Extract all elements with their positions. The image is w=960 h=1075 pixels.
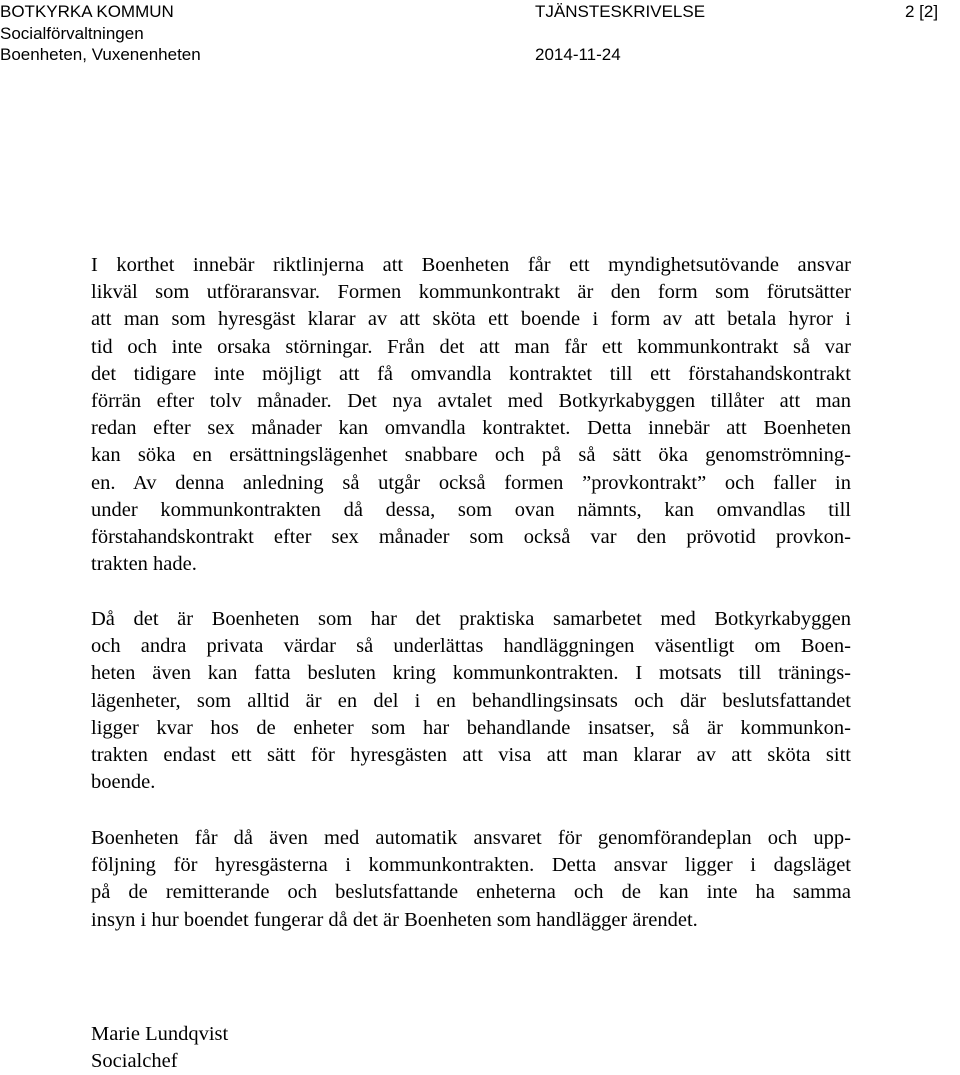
document-date: 2014-11-24 xyxy=(535,45,621,64)
paragraph-line: tid och inte orsaka störningar. Från det att man får ett kommunkontrakt så var xyxy=(91,335,851,358)
paragraph-line: insyn i hur boendet fungerar då det är Boenheten som handlägger ärendet. xyxy=(91,908,698,931)
signatory-title: Socialchef xyxy=(91,1050,178,1073)
paragraph-line: I korthet innebär riktlinjerna att Boenheten får ett myndighetsutövande ansvar xyxy=(91,254,851,276)
department-name: Socialförvaltningen xyxy=(0,24,144,43)
signatory-name: Marie Lundqvist xyxy=(91,1023,229,1045)
signature-block xyxy=(91,1021,851,1075)
paragraph-line: kan söka en ersättningslägenhet snabbare och på så sätt öka genomströmning- xyxy=(91,444,851,467)
paragraph-line: trakten endast ett sätt för hyresgästen att visa att man klarar av att sköta sitt xyxy=(91,744,851,767)
paragraph-line: följning för hyresgästerna i kommunkontrakten. Detta ansvar ligger i dagsläget xyxy=(91,854,851,877)
paragraph-line: på de remitterande och beslutsfattande enheterna och de kan inte ha samma xyxy=(91,881,851,904)
paragraph-3 xyxy=(91,825,851,934)
paragraph-line: att man som hyresgäst klarar av att sköta ett boende i form av att betala hyror i xyxy=(91,308,851,331)
paragraph-line: förstahandskontrakt efter sex månader som också var den prövotid provkon- xyxy=(91,526,851,549)
document-type: TJÄNSTESKRIVELSE xyxy=(535,2,706,21)
paragraph-line: Boenheten får då även med automatik ansvaret för genomförandeplan och upp- xyxy=(91,827,851,849)
paragraph-line: lägenheter, som alltid är en del i en behandlingsinsats och där beslutsfattandet xyxy=(91,689,851,712)
paragraph-line: heten även kan fatta besluten kring kommunkontrakten. I motsats till tränings- xyxy=(91,662,851,685)
paragraph-line: likväl som utföraransvar. Formen kommunkontrakt är den form som förutsätter xyxy=(91,281,851,304)
page-number: 2 [2] xyxy=(905,2,939,21)
paragraph-2 xyxy=(91,606,851,796)
paragraph-line: boende. xyxy=(91,771,156,794)
paragraph-line: och andra privata värdar så underlättas handläggningen väsentligt om Boen- xyxy=(91,635,851,658)
paragraph-line: ligger kvar hos de enheter som har behandlande insatser, så är kommunkon- xyxy=(91,716,851,739)
paragraph-line: det tidigare inte möjligt att få omvandla kontraktet till ett förstahandskontrakt xyxy=(91,362,851,385)
paragraph-line: redan efter sex månader kan omvandla kontraktet. Detta innebär att Boenheten xyxy=(91,417,851,440)
paragraph-1 xyxy=(91,252,851,578)
paragraph-line: trakten hade. xyxy=(91,553,197,576)
paragraph-line: en. Av denna anledning så utgår också formen ”provkontrakt” och faller in xyxy=(91,471,851,494)
org-name: BOTKYRKA KOMMUN xyxy=(0,2,174,21)
paragraph-line: Då det är Boenheten som har det praktiska samarbetet med Botkyrkabyggen xyxy=(91,608,851,630)
paragraph-line: förrän efter tolv månader. Det nya avtalet med Botkyrkabyggen tillåter att man xyxy=(91,390,851,413)
paragraph-line: under kommunkontrakten då dessa, som ovan nämnts, kan omvandlas till xyxy=(91,498,851,521)
unit-name: Boenheten, Vuxenenheten xyxy=(0,45,201,64)
